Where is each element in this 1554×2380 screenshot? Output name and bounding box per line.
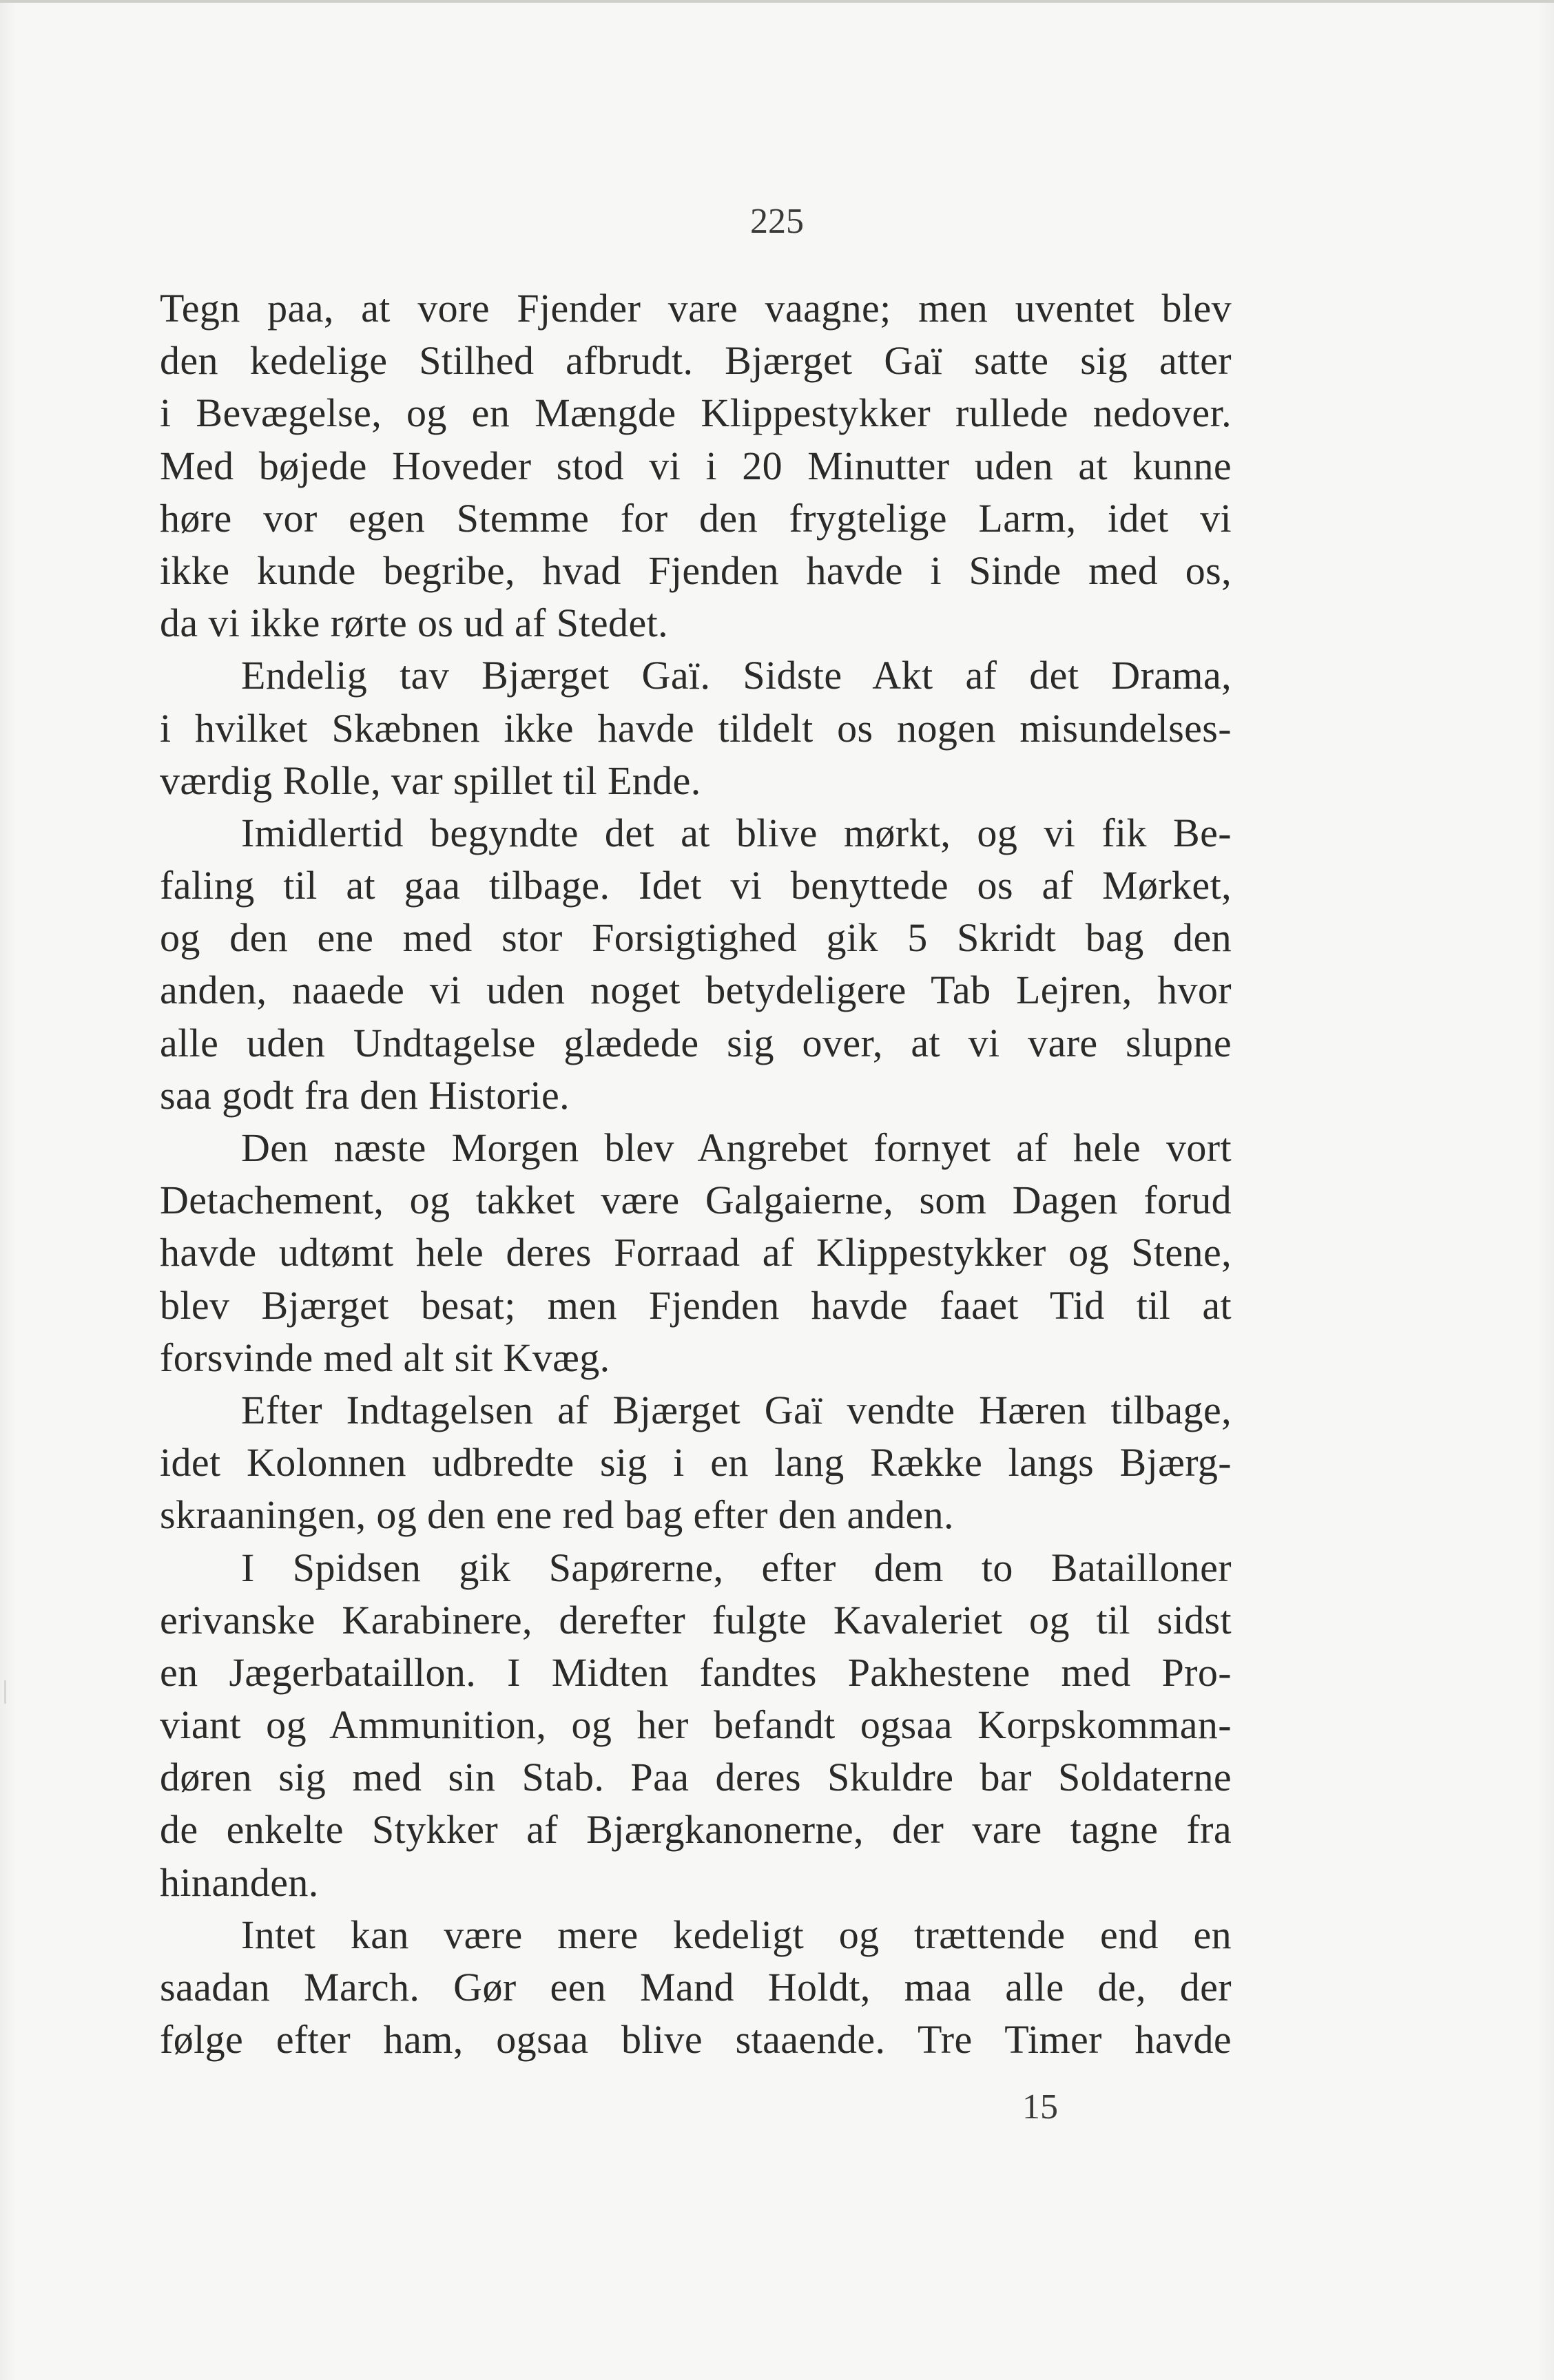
signature-mark: 15: [1022, 2087, 1058, 2127]
text-line: faling til at gaa tilbage. Idet vi benyttede os af Mørket,: [160, 863, 1232, 908]
text-line: saa godt fra den Historie.: [160, 1072, 570, 1118]
text-line: døren sig med sin Stab. Paa deres Skuldre bar Soldaterne: [160, 1755, 1232, 1800]
page-number: 225: [750, 202, 804, 241]
margin-mark: [4, 1680, 6, 1704]
text-line: høre vor egen Stemme for den frygtelige Larm, idet vi: [160, 495, 1232, 541]
body-text: [160, 282, 1232, 2066]
text-line: forsvinde med alt sit Kvæg.: [160, 1335, 610, 1380]
text-line: og den ene med stor Forsigtighed gik 5 Skridt bag den: [160, 915, 1232, 961]
text-line: saadan March. Gør een Mand Holdt, maa alle de, der: [160, 1965, 1232, 2010]
text-line: viant og Ammunition, og her befandt ogsaa Korpskomman-: [160, 1702, 1232, 1748]
text-line: de enkelte Stykker af Bjærgkanonerne, der vare tagne fra: [160, 1807, 1232, 1852]
text-line: Tegn paa, at vore Fjender vare vaagne; men uventet blev: [160, 286, 1232, 331]
text-line: værdig Rolle, var spillet til Ende.: [160, 758, 701, 803]
text-line: i Bevægelse, og en Mængde Klippestykker rullede nedover.: [160, 390, 1232, 436]
text-line: Den næste Morgen blev Angrebet fornyet af hele vort: [241, 1125, 1232, 1170]
text-line: en Jægerbataillon. I Midten fandtes Pakhestene med Pro-: [160, 1649, 1232, 1695]
text-line: blev Bjærget besat; men Fjenden havde faaet Tid til at: [160, 1282, 1232, 1328]
text-line: Endelig tav Bjærget Gaï. Sidste Akt af det Drama,: [241, 653, 1232, 698]
text-line: alle uden Undtagelse glædede sig over, at vi vare slupne: [160, 1020, 1232, 1065]
text-line: i hvilket Skæbnen ikke havde tildelt os nogen misundelses-: [160, 705, 1232, 751]
text-line: anden, naaede vi uden noget betydeligere Tab Lejren, hvor: [160, 968, 1232, 1013]
text-line: den kedelige Stilhed afbrudt. Bjærget Gaï satte sig atter: [160, 338, 1232, 384]
text-line: havde udtømt hele deres Forraad af Klippestykker og Stene,: [160, 1230, 1232, 1275]
text-line: Intet kan være mere kedeligt og trættende end en: [241, 1912, 1232, 1957]
text-line: følge efter ham, ogsaa blive staaende. Tre Timer havde: [160, 2017, 1232, 2063]
text-line: ikke kunde begribe, hvad Fjenden havde i Sinde med os,: [160, 547, 1232, 593]
text-line: Efter Indtagelsen af Bjærget Gaï vendte Hæren tilbage,: [241, 1387, 1232, 1432]
text-line: Med bøjede Hoveder stod vi i 20 Minutter uden at kunne: [160, 443, 1232, 488]
text-line: idet Kolonnen udbredte sig i en lang Række langs Bjærg-: [160, 1440, 1232, 1485]
text-line: Detachement, og takket være Galgaierne, som Dagen forud: [160, 1178, 1232, 1223]
text-line: hinanden.: [160, 1859, 319, 1905]
text-line: Imidlertid begyndte det at blive mørkt, og vi fik Be-: [241, 810, 1232, 855]
text-line: da vi ikke rørte os ud af Stedet.: [160, 601, 669, 646]
text-line: skraaningen, og den ene red bag efter den anden.: [160, 1492, 954, 1538]
text-line: I Spidsen gik Sapørerne, efter dem to Bataillоner: [241, 1545, 1232, 1590]
text-line: erivanske Karabinere, derefter fulgte Kavaleriet og til sidst: [160, 1597, 1232, 1642]
top-edge-rule: [0, 0, 1554, 3]
